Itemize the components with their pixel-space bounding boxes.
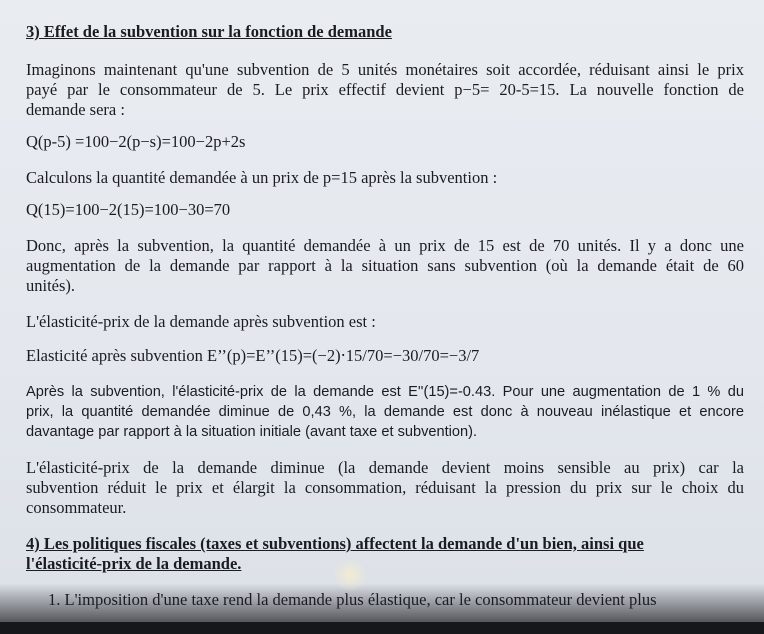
paragraph-6-line-3: consommateur. [26, 498, 127, 517]
paragraph-5-line-2: prix, la quantité demandée diminue de 0,43 %, la demande est donc à nouveau inélastique et encore [26, 404, 744, 420]
bottom-edge-shadow [0, 622, 764, 634]
paragraph-6-line-1: L'élasticité-prix de la demande diminue (la demande devient moins sensible au prix) car la [26, 458, 744, 477]
paragraph-1-line-1: Imaginons maintenant qu'une subvention de 5 unités monétaires soit accordée, réduisant ainsi le prix [26, 60, 744, 79]
light-glare [330, 560, 370, 590]
paragraph-5-line-1: Après la subvention, l'élasticité-prix de la demande est E''(15)=-0.43. Pour une augmentation de 1 % du [26, 384, 744, 400]
paragraph-2: Calculons la quantité demandée à un prix de p=15 après la subvention : [26, 168, 498, 187]
paragraph-5-line-3: davantage par rapport à la situation initiale (avant taxe et subvention). [26, 424, 478, 440]
paragraph-3-line-1: Donc, après la subvention, la quantité demandée à un prix de 15 est de 70 unités. Il y a donc une [26, 236, 744, 255]
equation-quantity: Q(15)=100−2(15)=100−30=70 [26, 200, 231, 219]
paragraph-4: L'élasticité-prix de la demande après subvention est : [26, 312, 376, 331]
equation-demand-function: Q(p-5) =100−2(p−s)=100−2p+2s [26, 132, 246, 151]
paragraph-3-line-2: augmentation de la demande par rapport à la situation sans subvention (où la demande était de 60 [26, 256, 744, 275]
paragraph-1-line-3: demande sera : [26, 100, 125, 119]
section-3-heading: 3) Effet de la subvention sur la fonction de demande [26, 22, 392, 41]
section-4-heading-line-1: 4) Les politiques fiscales (taxes et subventions) affectent la demande d'un bien, ainsi que [26, 534, 644, 553]
paragraph-6-line-2: subvention réduit le prix et élargit la consommation, réduisant la pression du prix sur le choix du [26, 478, 744, 497]
paragraph-3-line-3: unités). [26, 276, 76, 295]
paragraph-1-line-2: payé par le consommateur de 5. Le prix effectif devient p−5= 20-5=15. La nouvelle fonction de [26, 80, 744, 99]
equation-elasticity: Elasticité après subvention E’’(p)=E’’(15)=(−2)⋅15/70=−30/70=−3/7 [26, 346, 480, 365]
section-4-heading-line-2: l'élasticité-prix de la demande. [26, 554, 242, 573]
list-item-1: 1. L'imposition d'une taxe rend la demande plus élastique, car le consommateur devient plus [48, 590, 657, 609]
